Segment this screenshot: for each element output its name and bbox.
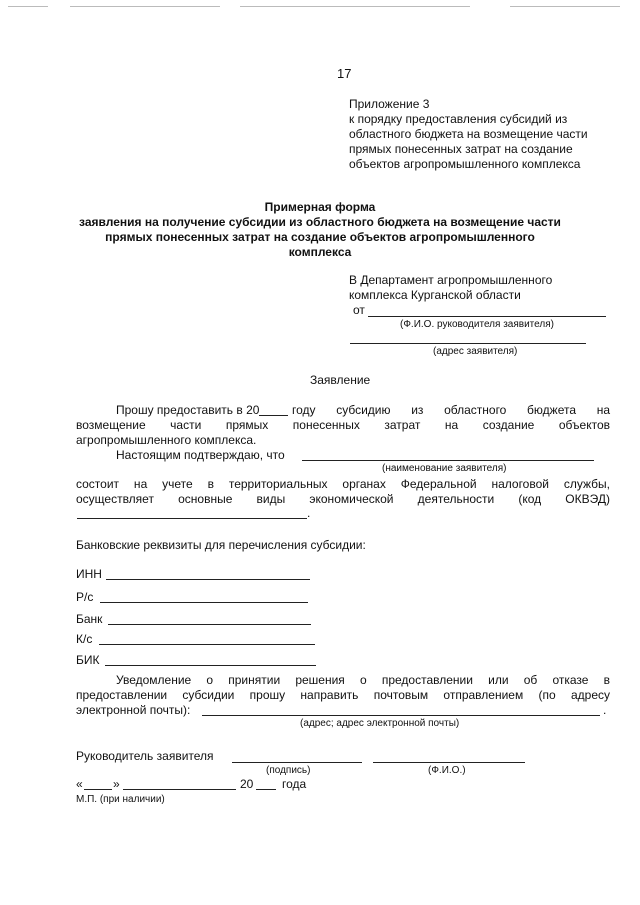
period: .: [603, 703, 607, 717]
appendix-line: объектов агропромышленного комплекса: [349, 157, 581, 171]
scan-artifact: [8, 6, 48, 7]
appendix-line: Приложение 3: [349, 97, 430, 111]
bank-field-label: К/с: [76, 632, 93, 646]
applicant-name-field[interactable]: [368, 316, 606, 317]
signature-field[interactable]: [232, 762, 362, 763]
bik-field[interactable]: [105, 665, 316, 666]
month-field[interactable]: [123, 789, 236, 790]
appendix-line: к порядку предоставления субсидий из: [349, 112, 568, 126]
page-number: 17: [337, 66, 352, 81]
applicant-title-field[interactable]: [302, 460, 594, 461]
notice-text: электронной почты):: [76, 703, 191, 717]
appendix-line: прямых понесенных затрат на создание: [349, 142, 573, 156]
email-address-field[interactable]: [202, 715, 600, 716]
date-quote: »: [113, 777, 120, 791]
field-caption: (Ф.И.О.): [428, 765, 466, 776]
sign-year-field[interactable]: [256, 789, 276, 790]
notice-text: Уведомление о принятии решения о предоставлении или об отказе в: [116, 673, 610, 687]
period: .: [307, 506, 311, 520]
correspondent-account-field[interactable]: [99, 644, 315, 645]
appendix-line: областного бюджета на возмещение части: [349, 127, 588, 141]
bank-field-label: Банк: [76, 612, 103, 626]
application-heading: Заявление: [310, 373, 371, 387]
addressee-line: В Департамент агропромышленного: [349, 273, 553, 287]
addressee-from: от: [353, 303, 365, 317]
inn-field[interactable]: [106, 579, 310, 580]
signature-label: Руководитель заявителя: [76, 749, 214, 763]
request-text: возмещение части прямых понесенных затрат на создание объектов: [76, 418, 610, 432]
form-title: прямых понесенных затрат на создание объектов агропромышленного: [105, 230, 535, 244]
confirm-text: осуществляет основные виды экономической деятельности (код ОКВЭД): [76, 492, 610, 506]
date-quote: «: [76, 777, 83, 791]
request-text: Прошу предоставить в 20: [116, 403, 260, 417]
form-title: комплекса: [288, 245, 352, 259]
field-caption: (Ф.И.О. руководителя заявителя): [400, 319, 554, 330]
addressee-line: комплекса Курганской области: [349, 288, 521, 302]
year-prefix: 20: [240, 777, 254, 791]
field-caption: (адрес заявителя): [433, 346, 518, 357]
bank-name-field[interactable]: [108, 624, 311, 625]
field-caption: (наименование заявителя): [382, 463, 507, 474]
field-caption: (подпись): [266, 765, 311, 776]
bank-field-label: ИНН: [76, 567, 102, 581]
applicant-address-field[interactable]: [350, 343, 586, 344]
okved-field[interactable]: [77, 518, 307, 519]
request-text: году субсидию из областного бюджета на: [292, 403, 610, 417]
scan-artifact: [70, 6, 220, 7]
scan-artifact: [510, 6, 620, 7]
notice-text: предоставлении субсидии прошу направить почтовым отправлением (по адресу: [76, 688, 610, 702]
signatory-name-field[interactable]: [373, 762, 525, 763]
year-field[interactable]: [259, 415, 288, 416]
day-field[interactable]: [84, 789, 112, 790]
request-text: агропромышленного комплекса.: [76, 433, 257, 447]
stamp-note: М.П. (при наличии): [76, 794, 165, 805]
year-word: года: [282, 777, 307, 791]
confirm-text: состоит на учете в территориальных органах Федеральной налоговой службы,: [76, 477, 610, 491]
scan-artifact: [240, 6, 470, 7]
form-title: заявления на получение субсидии из областного бюджета на возмещение части: [79, 215, 561, 229]
field-caption: (адрес; адрес электронной почты): [300, 718, 460, 729]
bank-field-label: Р/с: [76, 590, 94, 604]
bank-field-label: БИК: [76, 653, 100, 667]
confirm-text: Настоящим подтверждаю, что: [116, 448, 285, 462]
form-title: Примерная форма: [264, 200, 376, 214]
bank-heading: Банковские реквизиты для перечисления субсидии:: [76, 538, 366, 552]
account-field[interactable]: [100, 602, 308, 603]
